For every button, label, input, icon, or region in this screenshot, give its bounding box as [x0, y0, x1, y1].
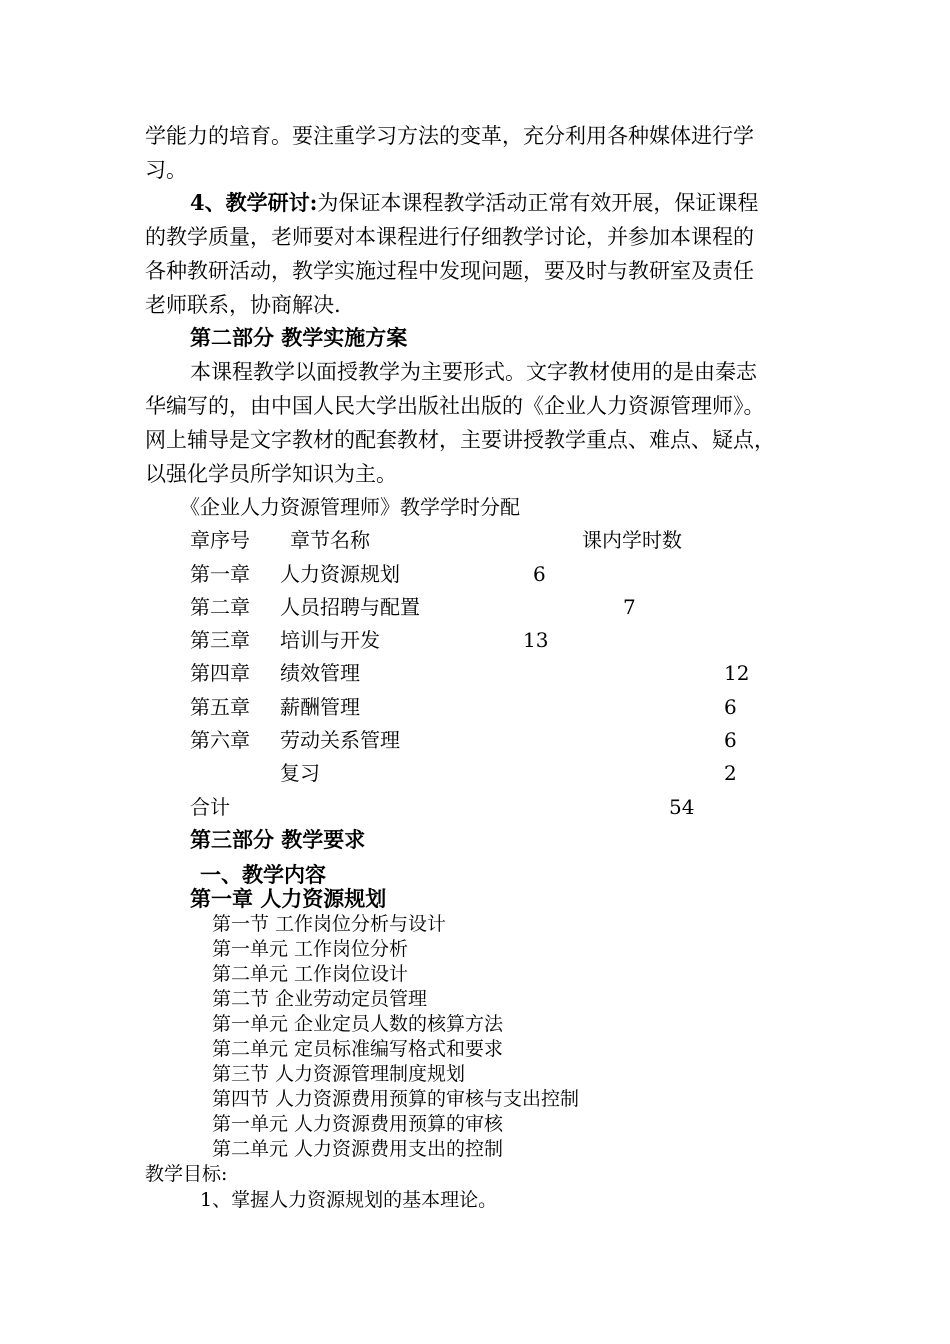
table-row-hours: 6	[724, 728, 737, 752]
table-row-hours: 6	[533, 562, 546, 586]
research-paragraph-line: 老师联系，协商解决.	[145, 293, 341, 317]
table-total-value: 54	[669, 795, 695, 819]
table-row-name: 培训与开发	[280, 628, 380, 652]
table-row-name: 人力资源规划	[280, 562, 400, 586]
research-paragraph-line: 各种教研活动，教学实施过程中发现问题，要及时与教研室及责任	[145, 259, 754, 283]
table-header-chapter-name: 章节名称	[290, 528, 370, 552]
table-row-hours: 12	[724, 661, 750, 685]
part3-sub-heading: 一、教学内容	[200, 862, 326, 887]
outline-item: 第一单元 企业定员人数的核算方法	[212, 1013, 504, 1035]
table-row-no: 第五章	[190, 695, 250, 719]
research-text: 为保证本课程教学活动正常有效开展，保证课程	[317, 191, 759, 215]
research-paragraph-line: 的教学质量，老师要对本课程进行仔细教学讨论，并参加本课程的	[145, 225, 754, 249]
table-total-label: 合计	[190, 795, 230, 819]
table-header-chapter-no: 章序号	[190, 528, 250, 552]
table-row-name: 绩效管理	[280, 661, 360, 685]
outline-item: 第二节 企业劳动定员管理	[212, 988, 428, 1010]
chapter-heading: 第一章 人力资源规划	[190, 886, 387, 911]
body-text-line: 学能力的培育。要注重学习方法的变革，充分利用各种媒体进行学	[145, 124, 754, 148]
outline-item: 第一单元 工作岗位分析	[212, 938, 409, 960]
outline-item: 第二单元 人力资源费用支出的控制	[212, 1138, 504, 1160]
outline-item: 第一节 工作岗位分析与设计	[212, 913, 447, 935]
part2-paragraph-line: 华编写的，由中国人民大学出版社出版的《企业人力资源管理师》。	[145, 394, 765, 418]
table-row-no: 第二章	[190, 595, 250, 619]
outline-item: 第四节 人力资源费用预算的审核与支出控制	[212, 1088, 580, 1110]
part2-paragraph-line: 以强化学员所学知识为主。	[145, 462, 397, 486]
part2-paragraph-line: 本课程教学以面授教学为主要形式。文字教材使用的是由秦志	[190, 360, 757, 384]
table-row-no: 第六章	[190, 728, 250, 752]
body-text-line: 习。	[145, 158, 187, 182]
table-row-name: 劳动关系管理	[280, 728, 400, 752]
outline-item: 第二单元 定员标准编写格式和要求	[212, 1038, 504, 1060]
table-row-name: 复习	[280, 761, 320, 785]
table-row-no: 第一章	[190, 562, 250, 586]
research-paragraph-line	[190, 191, 758, 215]
outline-item: 第二单元 工作岗位设计	[212, 963, 409, 985]
table-row-hours: 13	[523, 628, 549, 652]
table-row-no: 第四章	[190, 661, 250, 685]
research-label: 4、教学研讨:	[190, 190, 318, 215]
part3-heading: 第三部分 教学要求	[190, 827, 366, 852]
hours-table-title: 《企业人力资源管理师》教学学时分配	[180, 495, 520, 519]
part2-heading: 第二部分 教学实施方案	[190, 325, 408, 350]
outline-item: 第一单元 人力资源费用预算的审核	[212, 1113, 504, 1135]
table-row-name: 人员招聘与配置	[280, 595, 420, 619]
table-row-no: 第三章	[190, 628, 250, 652]
outline-item: 第三节 人力资源管理制度规划	[212, 1063, 466, 1085]
goals-label: 教学目标:	[145, 1163, 228, 1185]
table-header-hours: 课内学时数	[582, 528, 682, 552]
part2-paragraph-line: 网上辅导是文字教材的配套教材，主要讲授教学重点、难点、疑点，	[145, 428, 775, 452]
table-row-hours: 7	[623, 595, 636, 619]
table-row-hours: 6	[724, 695, 737, 719]
goal-item: 1、掌握人力资源规划的基本理论。	[200, 1189, 498, 1211]
table-row-hours: 2	[724, 761, 737, 785]
table-row-name: 薪酬管理	[280, 695, 360, 719]
